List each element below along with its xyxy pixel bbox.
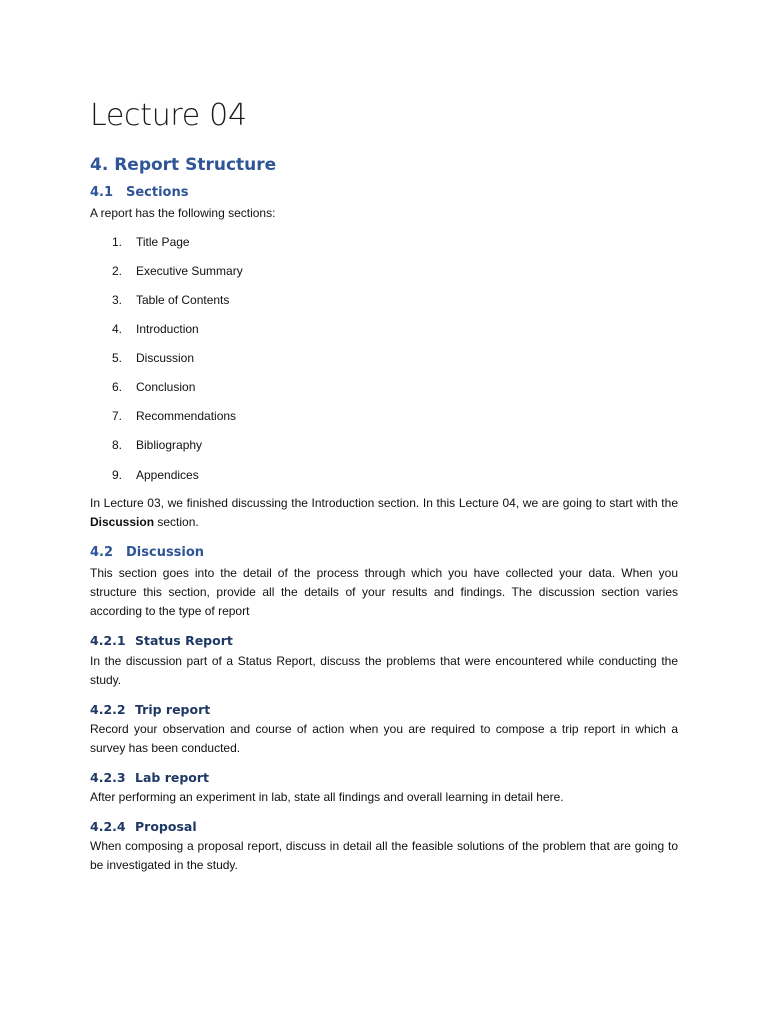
closing-text: In Lecture 03, we finished discussing the Introduction section. In this Lecture 04, we are going to start with the <box>90 496 678 510</box>
heading-report-structure: 4. Report Structure <box>90 155 277 175</box>
list-item <box>112 378 195 396</box>
list-number: 4. <box>112 322 123 336</box>
proposal-body: When composing a proposal report, discuss in detail all the feasible solutions of the problem that are going to be investigated in the study. <box>90 839 678 873</box>
list-number: 7. <box>112 409 123 423</box>
trip-report-body: Record your observation and course of action when you are required to compose a trip report in which a survey has been conducted. <box>90 722 678 756</box>
list-label: Recommendations <box>136 409 237 423</box>
heading-lab-report <box>90 769 209 787</box>
document-title: Lecture 04 <box>90 98 247 133</box>
list-item <box>112 262 243 280</box>
heading-number: 4.2.4 <box>90 819 126 834</box>
heading-number: 4.2.1 <box>90 633 126 648</box>
list-item <box>112 320 199 338</box>
list-number: 9. <box>112 468 123 482</box>
list-item <box>112 407 236 425</box>
heading-text: Lab report <box>135 770 210 785</box>
heading-text: Discussion <box>126 545 205 560</box>
list-item <box>112 349 194 367</box>
list-number: 2. <box>112 264 123 278</box>
list-label: Title Page <box>136 235 190 249</box>
status-report-body: In the discussion part of a Status Report, discuss the problems that were encountered while conducting the study. <box>90 654 678 688</box>
list-label: Conclusion <box>136 380 196 394</box>
list-label: Introduction <box>136 322 199 336</box>
heading-text: Sections <box>126 185 189 200</box>
heading-sections <box>90 184 188 202</box>
closing-text-end: section. <box>154 515 199 530</box>
list-label: Appendices <box>136 468 199 482</box>
heading-status-report <box>90 632 233 650</box>
heading-text: Trip report <box>135 702 211 717</box>
list-label: Table of Contents <box>136 293 230 307</box>
list-number: 6. <box>112 380 123 394</box>
heading-number: 4.2.3 <box>90 770 126 785</box>
heading-discussion <box>90 544 204 562</box>
heading-text: Status Report <box>135 633 233 648</box>
list-item <box>112 233 190 251</box>
list-item <box>112 466 199 484</box>
list-number: 1. <box>112 235 123 249</box>
list-item <box>112 291 229 309</box>
heading-text: Proposal <box>135 819 197 834</box>
list-number: 8. <box>112 438 123 452</box>
sections-closing <box>90 494 678 532</box>
heading-number: 4.1 <box>90 185 114 200</box>
sections-intro: A report has the following sections: <box>90 206 276 220</box>
lab-report-body: After performing an experiment in lab, state all findings and overall learning in detail here. <box>90 790 564 804</box>
heading-proposal <box>90 818 197 836</box>
list-number: 5. <box>112 351 123 365</box>
closing-bold: Discussion <box>90 515 155 530</box>
heading-number: 4.2 <box>90 545 114 560</box>
list-number: 3. <box>112 293 123 307</box>
list-label: Discussion <box>136 351 195 365</box>
heading-trip-report <box>90 701 210 719</box>
list-item <box>112 436 202 454</box>
discussion-body: This section goes into the detail of the process through which you have collected your data. When you structure this section, provide all the details of your results and findings. The discussion section varies according to the type of report <box>90 566 678 619</box>
list-label: Executive Summary <box>136 264 243 278</box>
list-label: Bibliography <box>136 438 203 452</box>
heading-number: 4.2.2 <box>90 702 126 717</box>
